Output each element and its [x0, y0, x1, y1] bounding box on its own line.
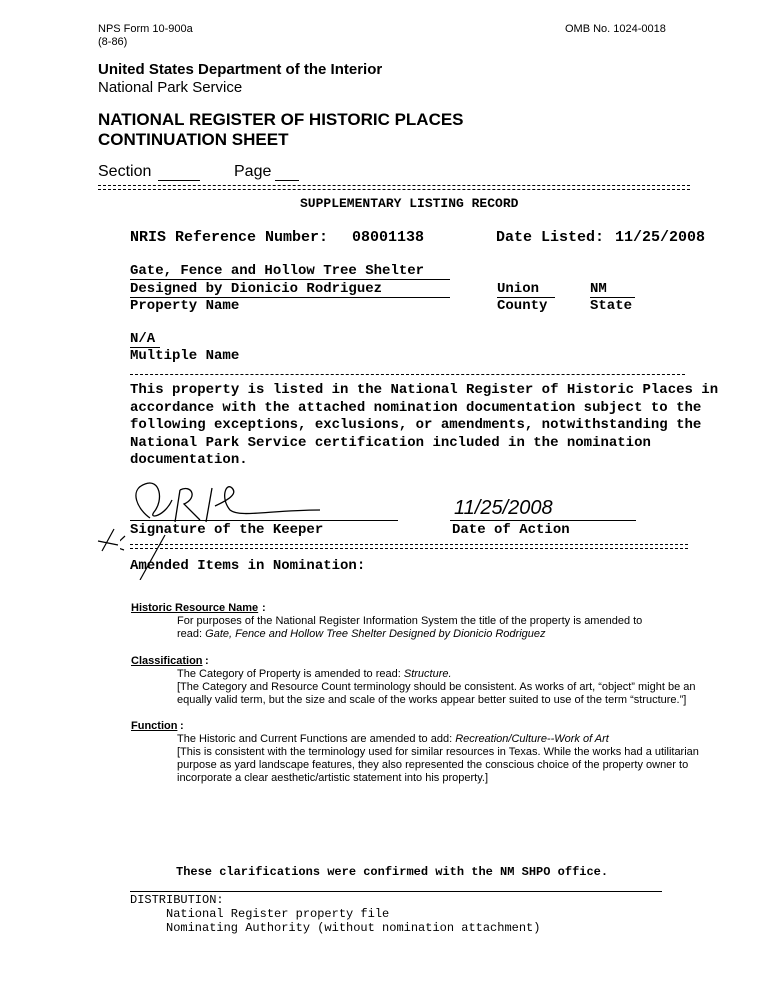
handwritten-date: 11/25/2008 — [454, 497, 553, 519]
distribution-item: Nominating Authority (without nomination attachment) — [166, 921, 541, 935]
omb-number: OMB No. 1024-0018 — [565, 23, 666, 35]
date-listed-value: 11/25/2008 — [615, 229, 706, 246]
double-rule-top — [98, 185, 690, 190]
amended-title-value: Gate, Fence and Hollow Tree Shelter Designed by Dionicio Rodriguez — [205, 628, 546, 640]
amendment-text: The Category of Property is amended to read: — [177, 668, 401, 680]
dashed-rule — [130, 374, 685, 375]
record-title: SUPPLEMENTARY LISTING RECORD — [300, 196, 519, 211]
department-name: United States Department of the Interior — [98, 61, 383, 78]
section-label: Section — [98, 163, 152, 180]
form-id: NPS Form 10-900a — [98, 23, 193, 35]
property-name-line1: Gate, Fence and Hollow Tree Shelter — [130, 263, 425, 279]
amendment-text: For purposes of the National Register Information System the title of the property is amended to — [177, 615, 643, 627]
heading-line1: NATIONAL REGISTER OF HISTORIC PLACES — [98, 110, 464, 129]
nris-label: NRIS Reference Number: — [130, 229, 329, 246]
heading-line2: CONTINUATION SHEET — [98, 130, 289, 149]
signature-label: Signature of the Keeper — [130, 522, 324, 538]
signature-line — [130, 520, 398, 521]
amendment-title-function: Function — [131, 720, 178, 732]
county-label: County — [497, 298, 548, 314]
amendment-text: The Historic and Current Functions are amended to add: — [177, 733, 453, 745]
amendment-title-classification: Classification — [131, 655, 203, 667]
property-rule1 — [130, 279, 450, 280]
date-of-action-label: Date of Action — [452, 522, 570, 538]
nris-value: 08001138 — [352, 229, 425, 246]
amendment-title-historic-name: Historic Resource Name — [131, 602, 259, 614]
distribution-label: DISTRIBUTION: — [130, 893, 224, 907]
amendment-note: [The Category and Resource Count terminology should be consistent. As works of art, “object” might be an equally valid term, but the size and scale of the works appear better suited to use of the term “structure.”] — [177, 681, 696, 706]
property-name-line2: Designed by Dionicio Rodriguez — [130, 281, 383, 297]
page-label: Page — [234, 163, 272, 180]
distribution-rule — [130, 891, 662, 892]
section-blank — [158, 180, 200, 181]
listing-statement: This property is listed in the National Register of Historic Places in accordance with the attached nomination documentation subject to the following exceptions, exclusions, or amendments, notwithstanding the National Park Service certification included in the nomination documentation. — [130, 382, 719, 468]
state-label: State — [590, 298, 633, 314]
multiple-name-label: Multiple Name — [130, 348, 240, 364]
property-name-label: Property Name — [130, 298, 240, 314]
amended-category-value: Structure. — [403, 668, 452, 680]
date-listed-label: Date Listed: — [496, 229, 605, 246]
page-blank — [275, 180, 299, 181]
clarification-note: These clarifications were confirmed with the NM SHPO office. — [176, 865, 609, 879]
form-date: (8-86) — [98, 36, 128, 48]
amendment-note: [This is consistent with the terminology used for similar resources in Texas. While the works had a utilitarian purpose as yard landscape features, they also represented the conscious choice of the property owner to incorporate a clear aesthetic/artistic statement into his property.] — [177, 746, 699, 784]
service-name: National Park Service — [98, 79, 243, 96]
margin-mark — [96, 525, 122, 555]
multiple-name-value: N/A — [130, 331, 156, 347]
state-value: NM — [590, 281, 607, 297]
amended-heading: Amended Items in Nomination: — [130, 558, 366, 574]
distribution-item: National Register property file — [166, 907, 390, 921]
double-rule-bottom — [130, 544, 688, 549]
county-value: Union — [497, 281, 540, 297]
amended-function-value: Recreation/Culture--Work of Art — [455, 733, 609, 745]
date-line — [450, 520, 636, 521]
amendment-text: read: — [177, 628, 203, 640]
